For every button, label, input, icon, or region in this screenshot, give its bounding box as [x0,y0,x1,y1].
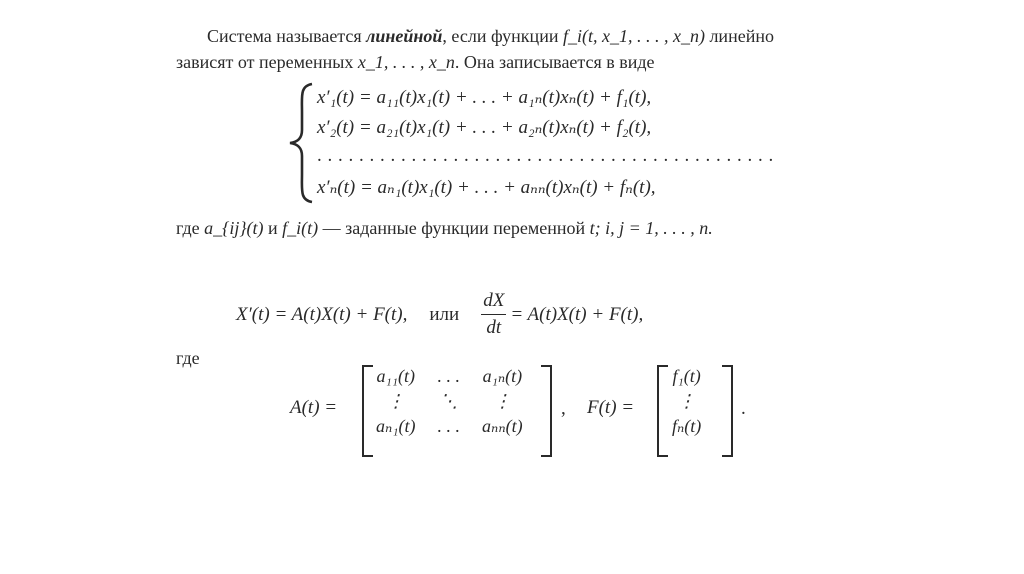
matrix-f-right-bracket [722,365,733,457]
left-brace [286,82,316,204]
intro-line-1 [207,25,774,47]
matrix-a-cell: ⋮ [386,391,405,411]
equation-right: = A(t)X(t) + F(t), [510,303,644,325]
where-text: — заданные функции переменной [318,218,590,238]
equation-left: X′(t) = A(t)X(t) + F(t), [236,303,408,325]
matrix-a-cell: aₙₙ(t) [482,416,523,436]
where-text: где [176,218,205,238]
fraction-numerator: dX [481,290,506,315]
matrix-f-left-bracket [657,365,668,457]
matrix-a-cell: aₙ₁(t) [376,416,416,436]
math-inline: a_{ij}(t) [204,218,264,238]
matrix-f-cell: ⋮ [677,391,696,411]
system-row-dots: . . . . . . . . . . . . . . . . . . . . . . . . . . . . . . . . . . . . . . . . . . . . [317,145,774,166]
math-inline: f_i(t) [282,218,319,238]
matrix-a-cell: ⋱ [439,391,458,411]
matrix-f-period: . [741,398,746,419]
system-row-2: x′₂(t) = a₂₁(t)x₁(t) + . . . + a₂ₙ(t)xₙ(t) + f₂(t), [317,117,652,138]
matrix-a-cell: a₁₁(t) [376,366,416,386]
or-word: или [429,303,460,325]
matrix-a-right-bracket [541,365,552,457]
intro-text: , если функции [442,26,563,46]
matrix-a-cell: ⋮ [493,391,512,411]
matrix-f-label: F(t) = [587,397,635,418]
intro-text: зависят от переменных [176,52,358,72]
system-row-n: x′ₙ(t) = aₙ₁(t)x₁(t) + . . . + aₙₙ(t)xₙ(t) + fₙ(t), [317,177,656,198]
math-inline: x_1, . . . , x_n [357,52,455,72]
intro-line-2 [176,51,655,73]
matrix-f-cell: fₙ(t) [672,416,702,436]
where-line [176,217,713,239]
matrix-a-cell: . . . [437,416,461,436]
matrix-a-comma: , [561,398,566,419]
fraction-denominator: dt [486,317,502,338]
matrix-f-cell: f₁(t) [672,366,701,386]
term-linear: линейной [366,26,443,46]
math-inline: t; i, j = 1, . . . , n. [589,218,713,238]
matrix-a-cell: a₁ₙ(t) [482,366,523,386]
derivative-fraction [481,290,506,339]
matrix-f [672,366,701,437]
matrix-a-cell: . . . [437,366,461,386]
system-row-1: x′₁(t) = a₁₁(t)x₁(t) + . . . + a₁ₙ(t)xₙ(t) + f₁(t), [317,87,652,108]
where-text: и [263,218,283,238]
math-inline: f_i(t, x_1, . . . , x_n) [562,26,705,46]
intro-text: . Она записывается в виде [454,52,655,72]
intro-text: Система называется [207,26,367,46]
matrix-a [376,366,523,437]
where-label: где [176,348,200,368]
matrix-equation [236,290,643,339]
matrix-a-left-bracket [362,365,373,457]
matrix-a-label: A(t) = [290,397,338,418]
intro-text: линейно [704,26,774,46]
